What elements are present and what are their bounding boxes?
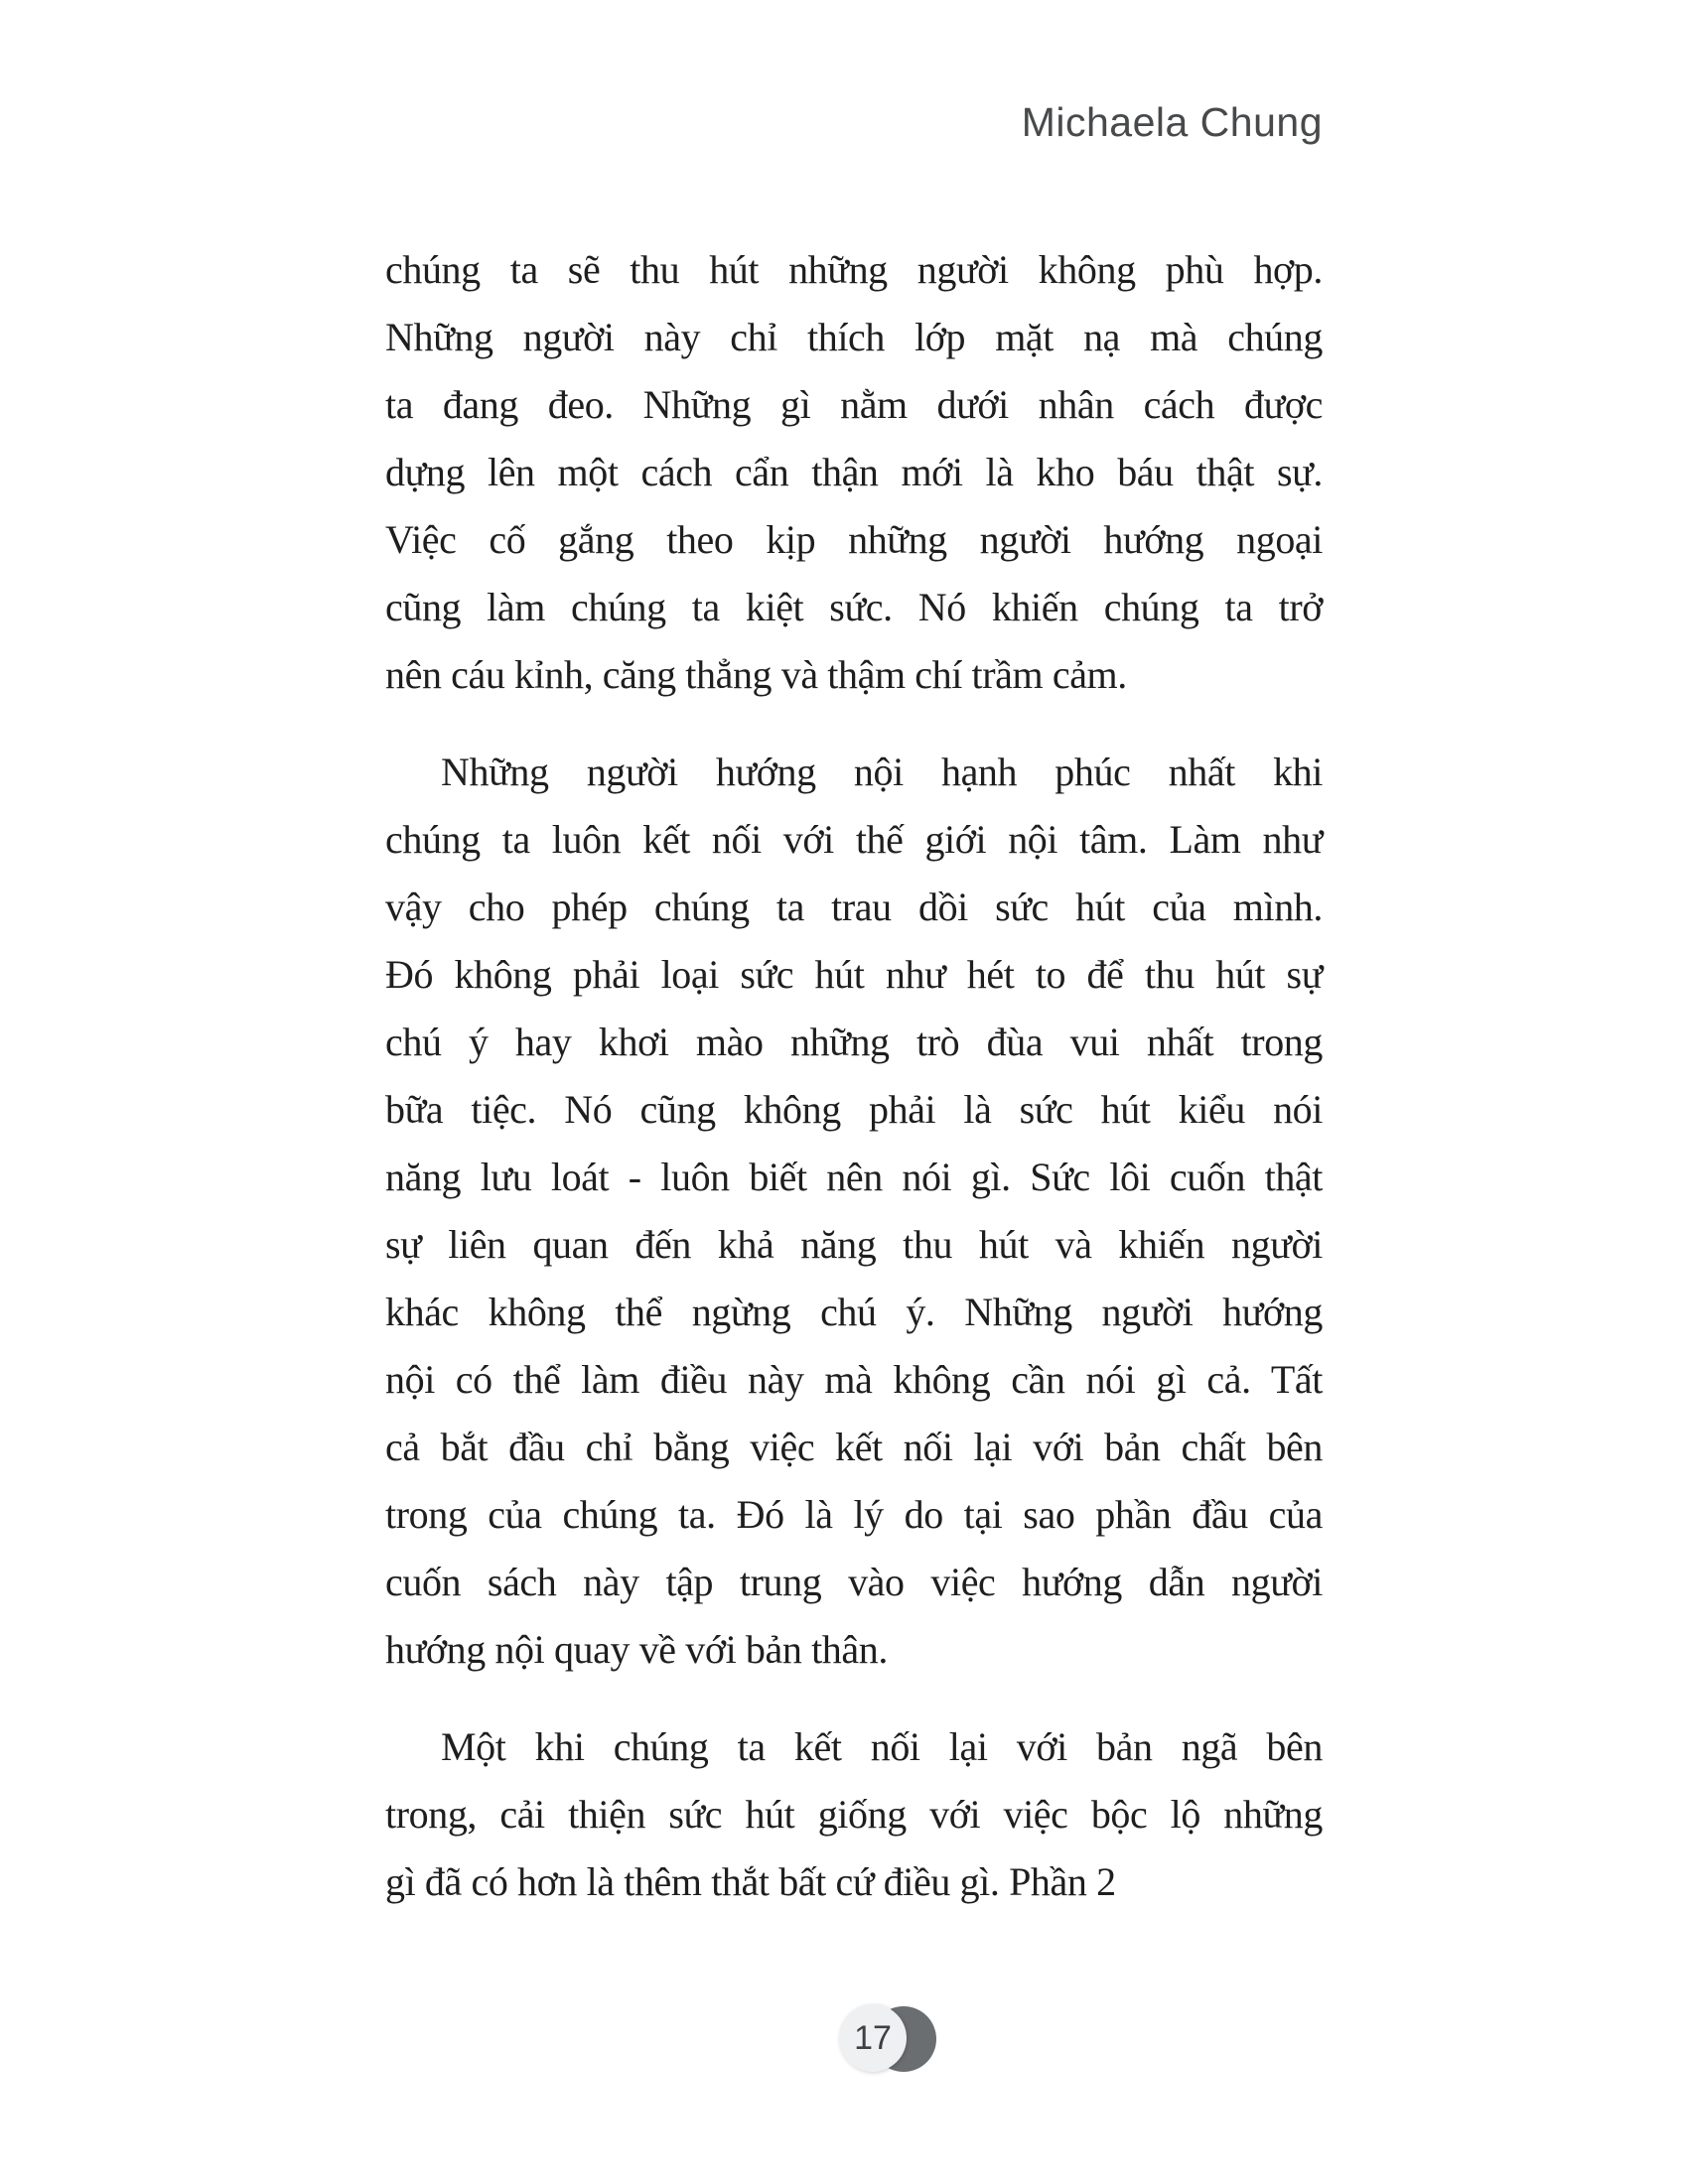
text-line: Những người này chỉ thích lớp mặt nạ mà chúng (385, 315, 1323, 359)
running-header-author: Michaela Chung (1021, 99, 1323, 145)
text-line: ta đang đeo. Những gì nằm dưới nhân cách được (385, 382, 1323, 427)
text-line: trong, cải thiện sức hút giống với việc bộc lộ những (385, 1792, 1323, 1837)
badge-light-circle (839, 2004, 907, 2072)
paragraph (385, 236, 1323, 709)
text-line: năng lưu loát - luôn biết nên nói gì. Sức lôi cuốn thật (385, 1155, 1323, 1199)
text-line: nên cáu kỉnh, căng thẳng và thậm chí trầm cảm. (385, 652, 1127, 697)
text-line: vậy cho phép chúng ta trau dồi sức hút của mình. (385, 885, 1323, 929)
text-line: nội có thể làm điều này mà không cần nói gì cả. Tất (385, 1357, 1323, 1402)
text-line: hướng nội quay về với bản thân. (385, 1627, 888, 1672)
paragraph (385, 739, 1323, 1684)
text-line: cuốn sách này tập trung vào việc hướng dẫn người (385, 1560, 1323, 1604)
text-line: Một khi chúng ta kết nối lại với bản ngã bên (441, 1724, 1323, 1769)
text-line: dựng lên một cách cẩn thận mới là kho báu thật sự. (385, 450, 1323, 494)
text-line: bữa tiệc. Nó cũng không phải là sức hút kiểu nói (385, 1087, 1323, 1132)
text-line: chúng ta luôn kết nối với thế giới nội tâm. Làm như (385, 817, 1323, 862)
text-line: khác không thể ngừng chú ý. Những người hướng (385, 1290, 1323, 1334)
body-text (385, 236, 1323, 1916)
text-line: chúng ta sẽ thu hút những người không phù hợp. (385, 247, 1323, 292)
paragraph (385, 1713, 1323, 1916)
page-number-badge (839, 2004, 950, 2076)
text-line: trong của chúng ta. Đó là lý do tại sao phần đầu của (385, 1492, 1323, 1537)
text-line: cũng làm chúng ta kiệt sức. Nó khiến chúng ta trở (385, 585, 1323, 629)
text-line: sự liên quan đến khả năng thu hút và khiến người (385, 1222, 1323, 1267)
text-line: Những người hướng nội hạnh phúc nhất khi (441, 750, 1323, 794)
text-line: Việc cố gắng theo kịp những người hướng ngoại (385, 517, 1323, 562)
text-line: Đó không phải loại sức hút như hét to để thu hút sự (385, 952, 1323, 997)
page-number: 17 (854, 2018, 892, 2057)
text-line: chú ý hay khơi mào những trò đùa vui nhất trong (385, 1020, 1323, 1064)
text-line: cả bắt đầu chỉ bằng việc kết nối lại với bản chất bên (385, 1425, 1323, 1469)
text-line: gì đã có hơn là thêm thắt bất cứ điều gì. Phần 2 (385, 1859, 1116, 1904)
